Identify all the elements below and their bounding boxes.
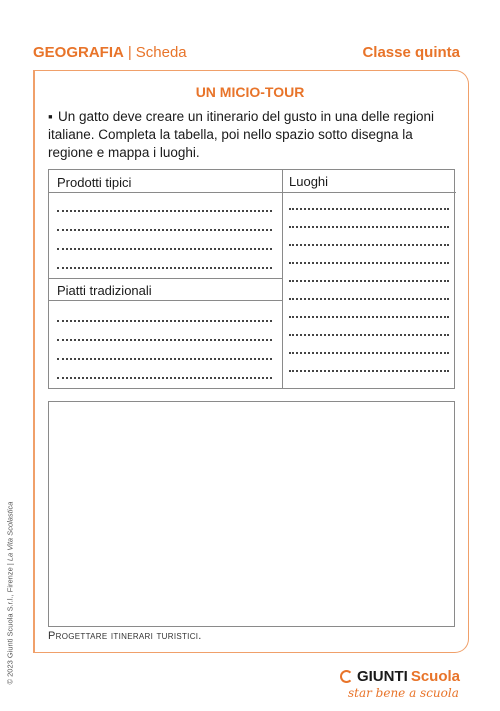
page-frame-left-edge: [33, 70, 35, 653]
writing-line[interactable]: [289, 244, 449, 246]
publication-name: La Vita Scolastica: [5, 501, 15, 562]
writing-line[interactable]: [289, 208, 449, 210]
subject-label: GEOGRAFIA: [33, 44, 124, 61]
writing-line[interactable]: [57, 377, 272, 379]
header-subject: [33, 44, 187, 61]
writing-line[interactable]: [289, 262, 449, 264]
table-header-line: [49, 192, 456, 193]
writing-line[interactable]: [57, 229, 272, 231]
table-section-line-top: [49, 278, 282, 279]
class-label: Classe quinta: [362, 44, 460, 61]
prodotti-tipici-header: Prodotti tipici: [57, 175, 132, 190]
drawing-area[interactable]: [48, 401, 455, 627]
writing-line[interactable]: [289, 226, 449, 228]
brand-name-scuola: Scuola: [410, 668, 460, 685]
copyright-notice: [6, 445, 15, 685]
luoghi-header: Luoghi: [289, 174, 329, 189]
brand-name: GIUNTI: [356, 668, 408, 685]
writing-line[interactable]: [57, 320, 272, 322]
publisher-logo: [340, 668, 460, 700]
writing-line[interactable]: [289, 334, 449, 336]
writing-line[interactable]: [57, 210, 272, 212]
worksheet-title: UN MICIO-TOUR: [195, 84, 305, 100]
table-column-divider: [282, 170, 283, 388]
brand-tagline: star bene a scuola: [347, 686, 459, 700]
piatti-tradizionali-header: Piatti tradizionali: [57, 283, 152, 298]
writing-line[interactable]: [289, 280, 449, 282]
giunti-g-logo-icon: [340, 670, 353, 683]
instruction-body: Un gatto deve creare un itinerario del gusto in una delle regioni italiane. Completa la tabella, poi nello spazio sotto disegna la regione e mappa i luoghi.: [48, 109, 434, 160]
header-separator: |: [127, 44, 132, 61]
objective-note: Progettare itinerari turistici.: [48, 630, 202, 642]
writing-line[interactable]: [289, 298, 449, 300]
writing-line[interactable]: [57, 339, 272, 341]
writing-line[interactable]: [57, 248, 272, 250]
worksheet-table: [48, 169, 455, 389]
writing-line[interactable]: [289, 352, 449, 354]
writing-line[interactable]: [289, 316, 449, 318]
copyright-text: © 2023 Giunti Scuola S.r.l., Firenze |: [5, 563, 15, 685]
sheet-type-label: Scheda: [135, 44, 187, 61]
writing-line[interactable]: [57, 267, 272, 269]
table-section-line-bottom: [49, 300, 282, 301]
bullet-icon: ▪: [48, 109, 53, 124]
writing-line[interactable]: [289, 370, 449, 372]
writing-line[interactable]: [57, 358, 272, 360]
instruction-text: [48, 108, 458, 162]
